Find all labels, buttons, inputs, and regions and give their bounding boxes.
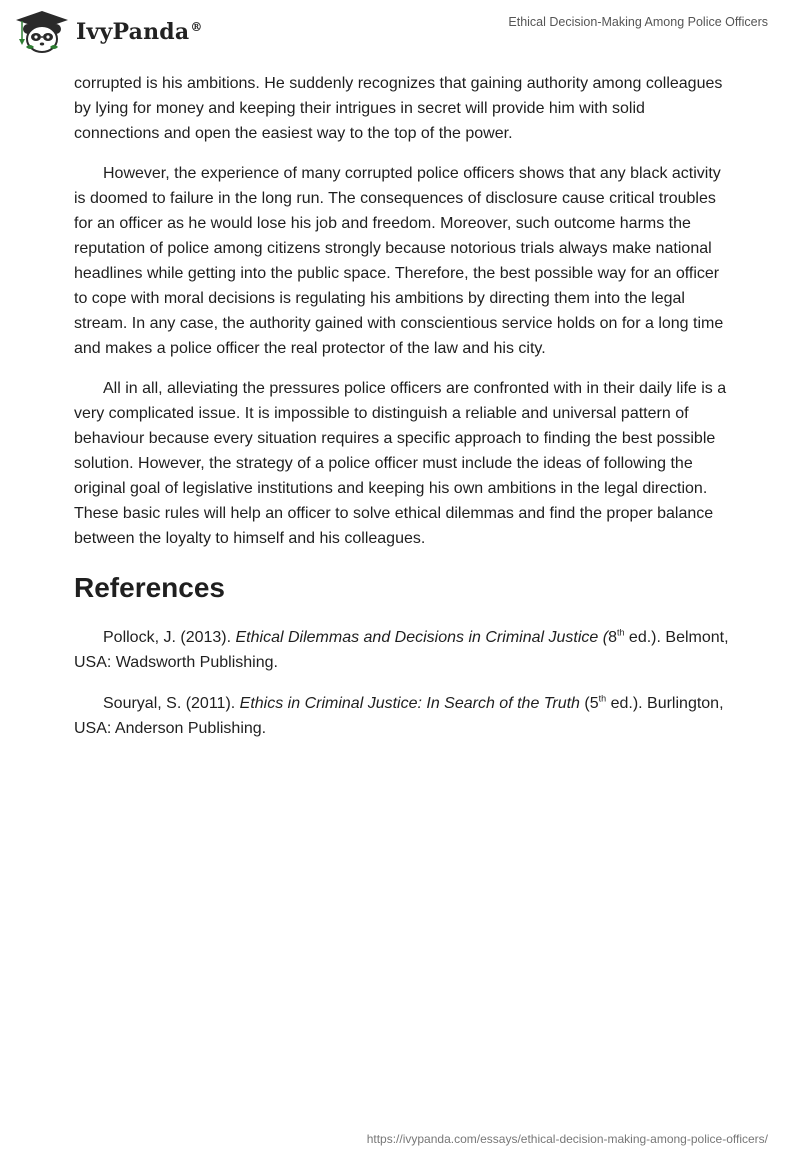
reference-suffix: ed.). Belmont, USA: Wadsworth Publishing. <box>74 629 729 671</box>
reference-edition: (5 <box>579 695 599 712</box>
reference-title: Ethical Dilemmas and Decisions in Criminal Justice ( <box>235 629 609 646</box>
reference-edition: 8 <box>608 629 617 646</box>
paragraph: corrupted is his ambitions. He suddenly recognizes that gaining authority among colleagues by lying for money and keeping their intrigues in secret will provide him with solid connections and open the easiest way to the top of the power. <box>74 75 723 142</box>
panda-logo-icon <box>12 9 72 53</box>
document-title: Ethical Decision-Making Among Police Officers <box>508 15 768 29</box>
paragraph: However, the experience of many corrupted police officers shows that any black activity is doomed to failure in the long run. The consequences of disclosure cause critical troubles for an officer as he would lose his job and freedom. Moreover, such outcome harms the reputation of police among citizens strongly because notorious trials always make national headlines while getting into the public space. Therefore, the best possible way for an officer to cope with moral decisions is regulating his ambitions by directing them into the legal stream. In any case, the authority gained with conscientious service holds on for a long time and makes a police officer the real protector of the law and his city. <box>74 165 724 357</box>
brand-name <box>76 19 203 45</box>
reference-edition-suffix: th <box>616 627 625 638</box>
brand-name-text: IvyPanda <box>76 19 190 45</box>
ivypanda-logo[interactable] <box>12 8 203 54</box>
reference-prefix: Pollock, J. (2013). <box>103 629 236 646</box>
reference-edition-suffix: th <box>598 693 607 704</box>
reference-entry <box>74 625 734 675</box>
reference-suffix: ed.). Burlington, USA: Anderson Publishing. <box>74 695 724 737</box>
references-heading: References <box>74 572 225 603</box>
reference-title: Ethics in Criminal Justice: In Search of the Truth <box>239 695 580 712</box>
page-header <box>0 0 800 60</box>
paragraph: All in all, alleviating the pressures police officers are confronted with in their daily life is a very complicated issue. It is impossible to distinguish a reliable and universal pattern of behaviour because every situation requires a specific approach to finding the best possible solution. However, the strategy of a police officer must include the ideas of following the original goal of legislative institutions and keeping his own ambitions in the legal direction. These basic rules will help an officer to solve ethical dilemmas and find the proper balance between the loyalty to himself and his colleagues. <box>74 380 727 547</box>
reference-entry <box>74 691 734 741</box>
reference-prefix: Souryal, S. (2011). <box>103 695 240 712</box>
registered-mark: ® <box>190 19 203 34</box>
source-url[interactable]: https://ivypanda.com/essays/ethical-decision-making-among-police-officers/ <box>366 1132 768 1146</box>
essay-body <box>74 71 734 757</box>
